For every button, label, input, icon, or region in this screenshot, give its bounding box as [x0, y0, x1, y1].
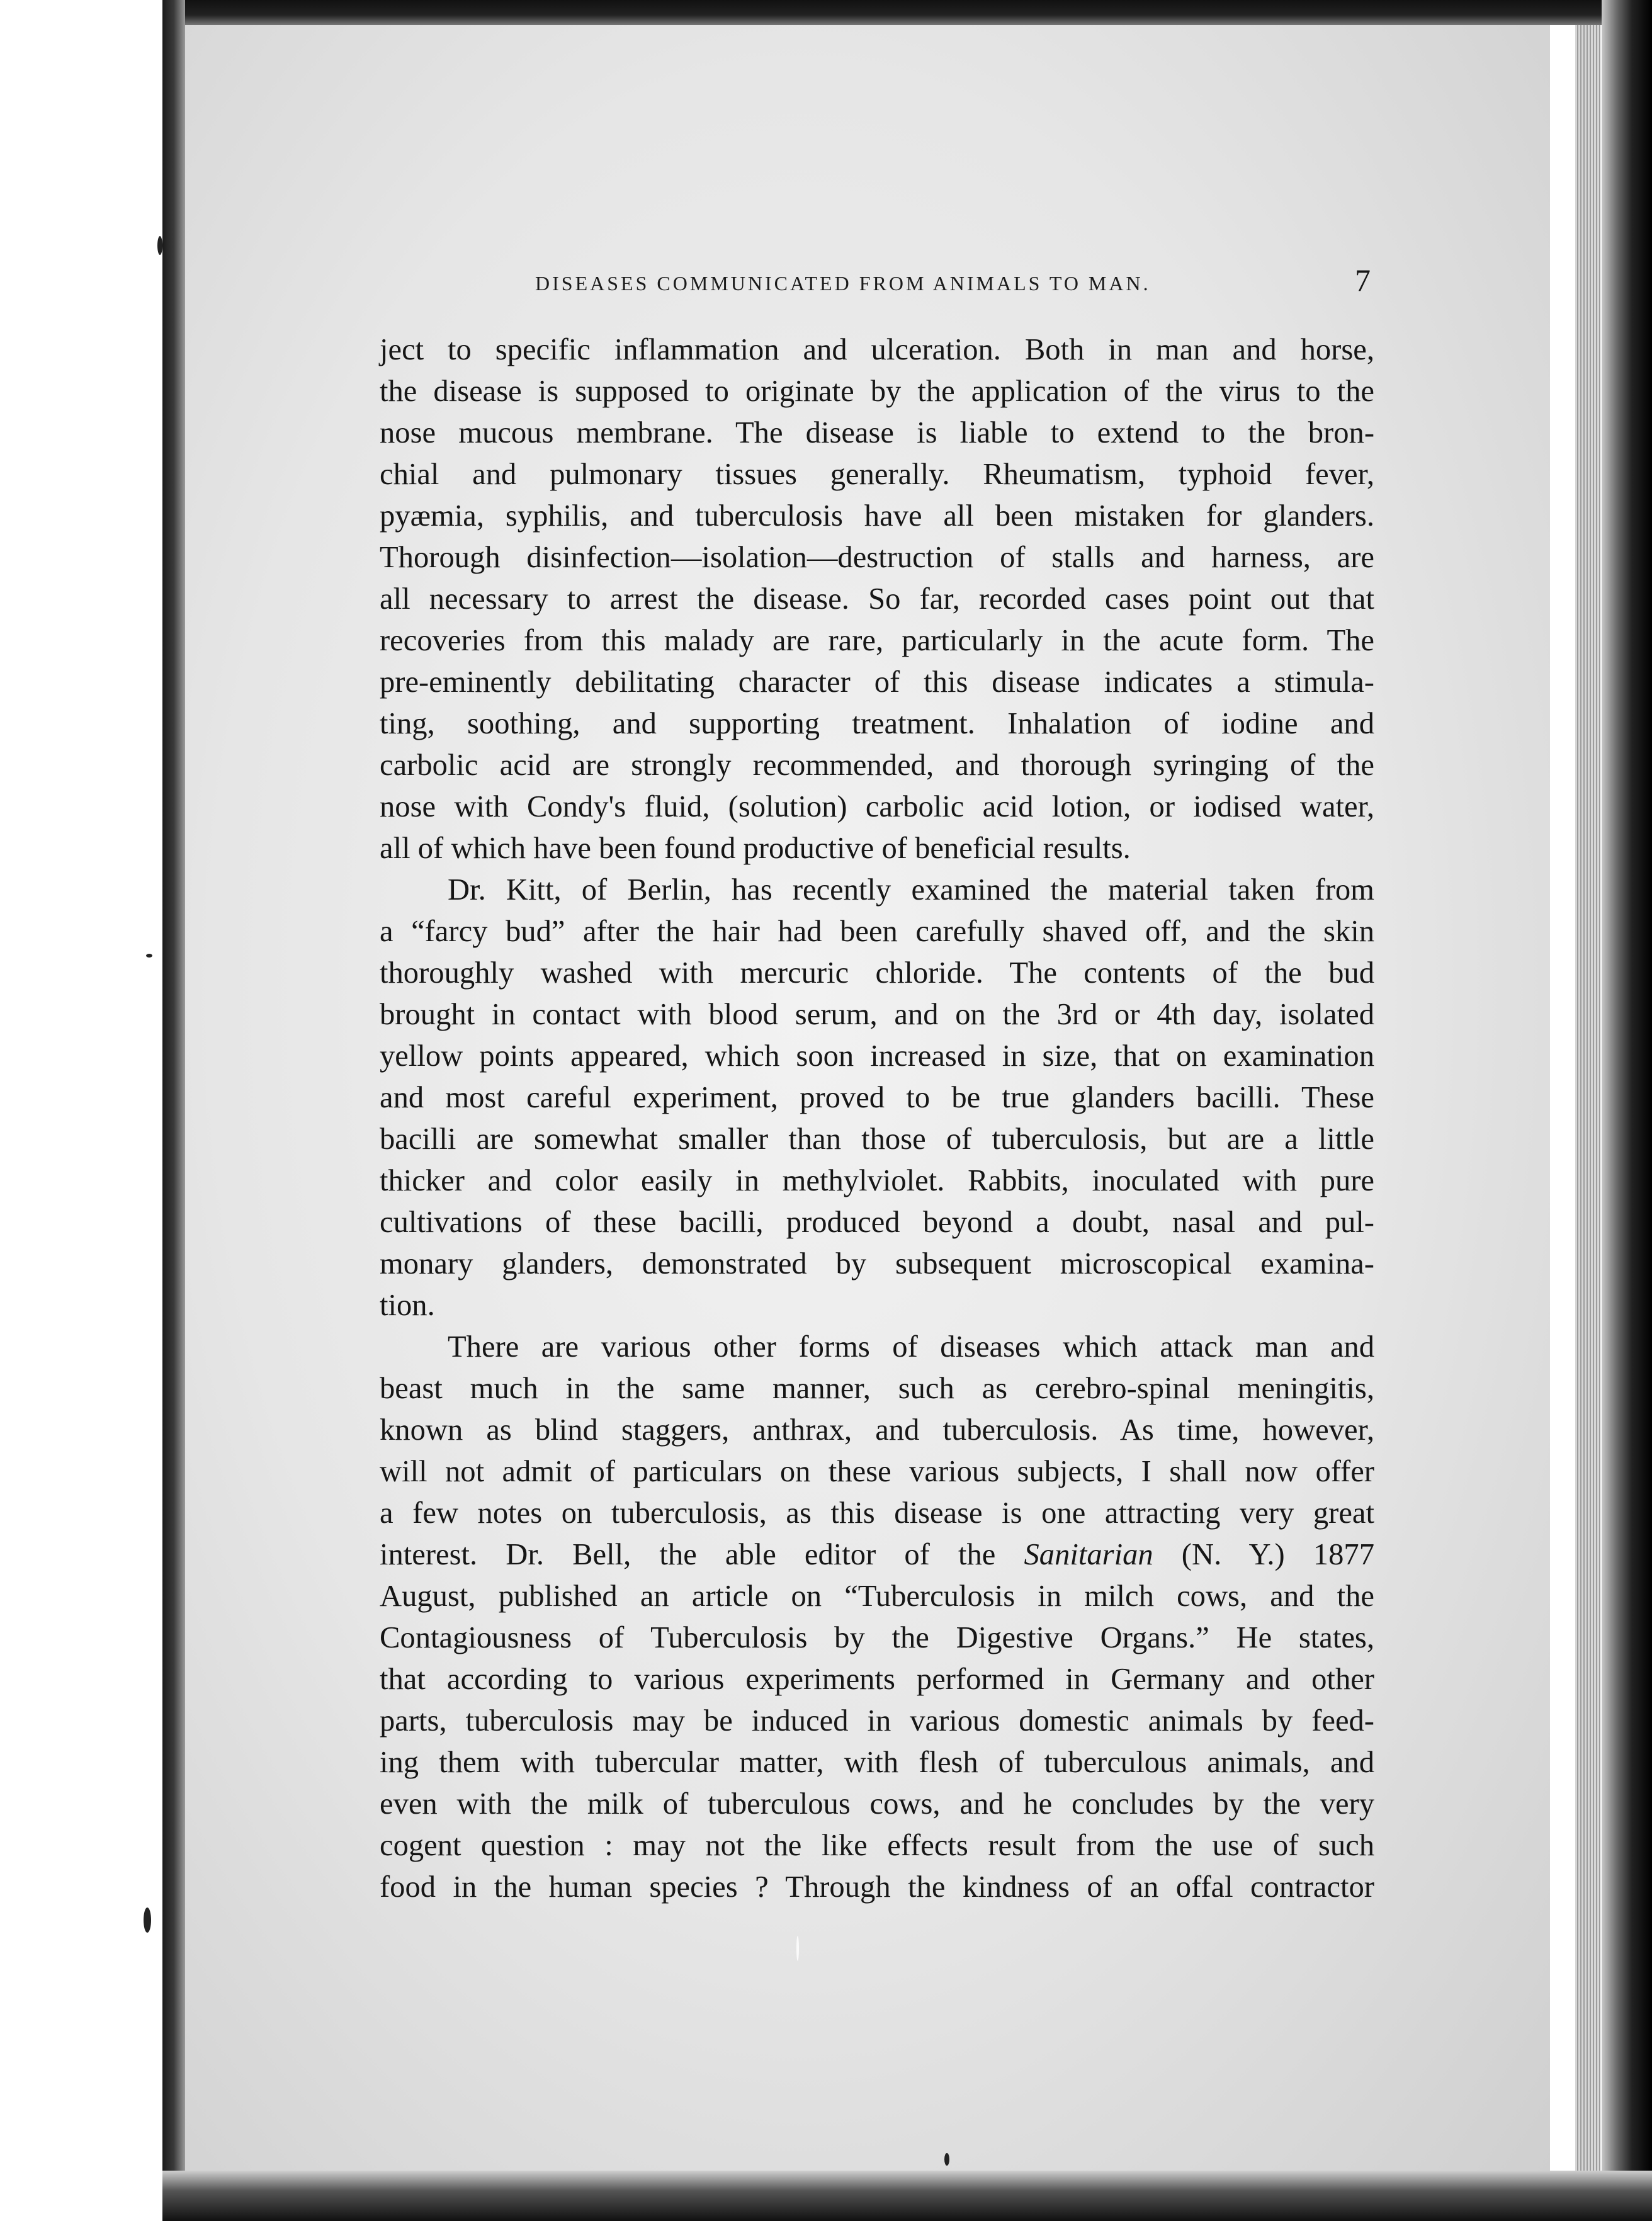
text-line: parts, tuberculosis may be induced in various domestic animals by feed- [380, 1704, 1374, 1738]
text-line: August, published an article on “Tuberculosis in milch cows, and the [380, 1579, 1374, 1613]
scan-top-edge [162, 0, 1652, 25]
text-line: Contagiousness of Tuberculosis by the Digestive Organs.” He states, [380, 1620, 1374, 1654]
text-line: There are various other forms of diseases which attack man and [448, 1330, 1374, 1364]
text-line: cogent question : may not the like effects result from the use of such [380, 1828, 1374, 1862]
text-line: pre-eminently debilitating character of this disease indicates a stimula- [380, 665, 1374, 699]
body-text [380, 329, 1374, 1907]
text-line: recoveries from this malady are rare, particularly in the acute form. The [380, 623, 1374, 657]
text-line: chial and pulmonary tissues generally. Rheumatism, typhoid fever, [380, 457, 1374, 491]
text-segment: interest. Dr. Bell, the able editor of the [380, 1537, 1024, 1571]
text-line: thicker and color easily in methylviolet. Rabbits, inoculated with pure [380, 1163, 1374, 1197]
text-line: monary glanders, demonstrated by subsequent microscopical examina- [380, 1246, 1374, 1280]
scan-right-edge [1602, 0, 1652, 2221]
text-line: yellow points appeared, which soon increased in size, that on examination [380, 1039, 1374, 1073]
text-line: even with the milk of tuberculous cows, and he concludes by the very [380, 1787, 1374, 1821]
text-line: pyæmia, syphilis, and tuberculosis have all been mistaken for glanders. [380, 499, 1374, 533]
text-line: ting, soothing, and supporting treatment. Inhalation of iodine and [380, 706, 1374, 740]
text-line: the disease is supposed to originate by the application of the virus to the [380, 374, 1374, 408]
text-line: all of which have been found productive of beneficial results. [380, 831, 1131, 865]
text-line: cultivations of these bacilli, produced beyond a doubt, nasal and pul- [380, 1205, 1374, 1239]
text-line: food in the human species ? Through the kindness of an offal contractor [380, 1870, 1374, 1904]
text-line: beast much in the same manner, such as cerebro-spinal meningitis, [380, 1371, 1374, 1405]
text-line: nose with Condy's fluid, (solution) carbolic acid lotion, or iodised water, [380, 789, 1374, 823]
text-line: known as blind staggers, anthrax, and tuberculosis. As time, however, [380, 1413, 1374, 1447]
scan-speck [144, 1907, 151, 1933]
scan-speck [796, 1936, 799, 1961]
text-line: bacilli are somewhat smaller than those of tuberculosis, but are a little [380, 1122, 1374, 1156]
scan-speck [157, 236, 162, 255]
text-line: that according to various experiments performed in Germany and other [380, 1662, 1374, 1696]
text-line: brought in contact with blood serum, and on the 3rd or 4th day, isolated [380, 997, 1374, 1031]
text-line: a few notes on tuberculosis, as this disease is one attracting very great [380, 1496, 1374, 1530]
scan-speck [944, 2153, 949, 2166]
scan-bottom-edge [162, 2171, 1652, 2221]
text-line: ject to specific inflammation and ulceration. Both in man and horse, [380, 332, 1374, 366]
running-head: DISEASES COMMUNICATED FROM ANIMALS TO MAN. [535, 272, 1151, 295]
text-line: a “farcy bud” after the hair had been carefully shaved off, and the skin [380, 914, 1374, 948]
binding-edge [162, 0, 185, 2221]
text-segment: (N. Y.) 1877 [1153, 1537, 1374, 1571]
text-line-with-italic [380, 1534, 1374, 1575]
text-line: Dr. Kitt, of Berlin, has recently examined the material taken from [448, 873, 1374, 907]
page-number: 7 [1355, 263, 1371, 298]
page-stack-edge [1575, 25, 1600, 2184]
text-line: will not admit of particulars on these various subjects, I shall now offer [380, 1454, 1374, 1488]
text-line: thoroughly washed with mercuric chloride. The contents of the bud [380, 956, 1374, 990]
text-line: tion. [380, 1288, 435, 1322]
text-line: nose mucous membrane. The disease is liable to extend to the bron- [380, 415, 1374, 449]
text-line: ing them with tubercular matter, with flesh of tuberculous animals, and [380, 1745, 1374, 1779]
text-line: and most careful experiment, proved to be true glanders bacilli. These [380, 1080, 1374, 1114]
publication-title: Sanitarian [1024, 1537, 1153, 1571]
text-line: all necessary to arrest the disease. So far, recorded cases point out that [380, 582, 1374, 616]
text-line: Thorough disinfection—isolation—destruction of stalls and harness, are [380, 540, 1374, 574]
scan-speck [146, 954, 152, 958]
text-line: carbolic acid are strongly recommended, and thorough syringing of the [380, 748, 1374, 782]
